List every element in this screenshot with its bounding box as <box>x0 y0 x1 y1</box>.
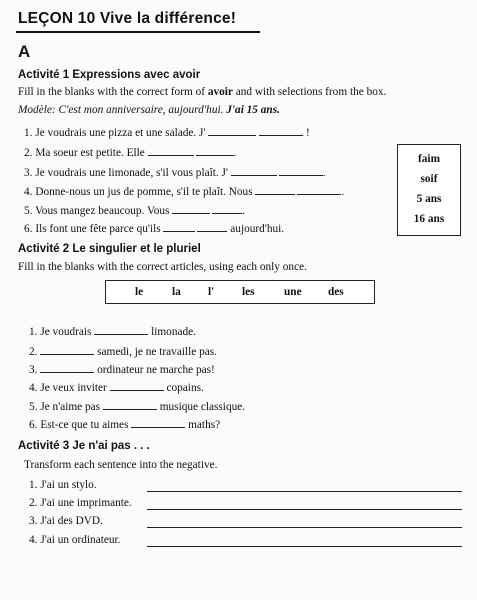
activity1-item: 1. Je voudrais une pizza et une salade. J' ! <box>24 127 310 139</box>
activity3-instructions: Transform each sentence into the negative. <box>24 459 218 471</box>
activity3-heading: Activité 3 Je n'ai pas . . . <box>18 440 150 452</box>
activity2-item: 3. ordinateur ne marche pas! <box>29 364 215 376</box>
answer-blank[interactable] <box>279 165 323 176</box>
activity1-heading: Activité 1 Expressions avec avoir <box>18 69 201 81</box>
activity3-item: 4. J'ai un ordinateur. <box>29 534 121 546</box>
box-article: l' <box>208 286 215 298</box>
answer-blank[interactable] <box>259 125 303 136</box>
answer-blank[interactable] <box>40 344 94 355</box>
answer-blank[interactable] <box>110 380 164 391</box>
answer-blank[interactable] <box>148 145 194 156</box>
answer-blank[interactable] <box>212 203 242 214</box>
answer-blank[interactable] <box>297 184 341 195</box>
lesson-title: LEÇON 10 Vive la différence! <box>18 10 237 27</box>
activity1-item: 5. Vous mangez beaucoup. Vous . <box>24 205 246 217</box>
box-word: 16 ans <box>413 213 445 225</box>
box-word: 5 ans <box>416 193 442 205</box>
activity2-heading: Activité 2 Le singulier et le pluriel <box>18 243 201 255</box>
answer-blank[interactable] <box>163 221 195 232</box>
box-word: soif <box>420 173 438 185</box>
answer-blank[interactable] <box>103 399 157 410</box>
answer-blank[interactable] <box>172 203 210 214</box>
answer-blank[interactable] <box>131 417 185 428</box>
activity1-item: 3. Je voudrais une limonade, s'il vous plaît. J' . <box>24 167 326 179</box>
answer-line[interactable] <box>147 546 462 547</box>
section-letter: A <box>18 42 31 61</box>
activity3-item: 1. J'ai un stylo. <box>29 479 97 491</box>
activity2-item: 2. samedi, je ne travaille pas. <box>29 346 217 358</box>
activity2-item: 6. Est-ce que tu aimes maths? <box>29 419 221 431</box>
article-box <box>105 280 375 304</box>
answer-blank[interactable] <box>197 221 227 232</box>
answer-line[interactable] <box>147 509 462 510</box>
activity1-item: 4. Donne-nous un jus de pomme, s'il te plaît. Nous . <box>24 186 345 198</box>
title-underline <box>16 31 260 33</box>
answer-blank[interactable] <box>196 145 234 156</box>
answer-blank[interactable] <box>231 165 277 176</box>
activity2-item: 4. Je veux inviter copains. <box>29 382 204 394</box>
activity2-item: 5. Je n'aime pas musique classique. <box>29 401 246 413</box>
answer-line[interactable] <box>147 491 462 492</box>
activity1-instructions: Fill in the blanks with the correct form of avoir and with selections from the box. <box>18 86 387 98</box>
answer-blank[interactable] <box>40 362 94 373</box>
box-article: le <box>135 286 144 298</box>
answer-blank[interactable] <box>94 324 148 335</box>
activity1-item: 2. Ma soeur est petite. Elle . <box>24 147 237 159</box>
box-article: des <box>328 286 344 298</box>
box-article: la <box>172 286 181 298</box>
box-word: faim <box>418 153 440 165</box>
activity1-item: 6. Ils font une fête parce qu'ils aujourd'hui. <box>24 223 285 235</box>
activity1-model: Modèle: C'est mon anniversaire, aujourd'hui. J'ai 15 ans. <box>18 104 280 116</box>
activity2-item: 1. Je voudrais limonade. <box>29 326 196 338</box>
activity3-item: 2. J'ai une imprimante. <box>29 497 132 509</box>
box-article: une <box>284 286 302 298</box>
answer-line[interactable] <box>147 527 462 528</box>
box-article: les <box>242 286 255 298</box>
activity3-item: 3. J'ai des DVD. <box>29 515 103 527</box>
activity2-instructions: Fill in the blanks with the correct articles, using each only once. <box>18 261 307 273</box>
vocabulary-box <box>397 144 461 236</box>
answer-blank[interactable] <box>208 125 256 136</box>
answer-blank[interactable] <box>255 184 295 195</box>
